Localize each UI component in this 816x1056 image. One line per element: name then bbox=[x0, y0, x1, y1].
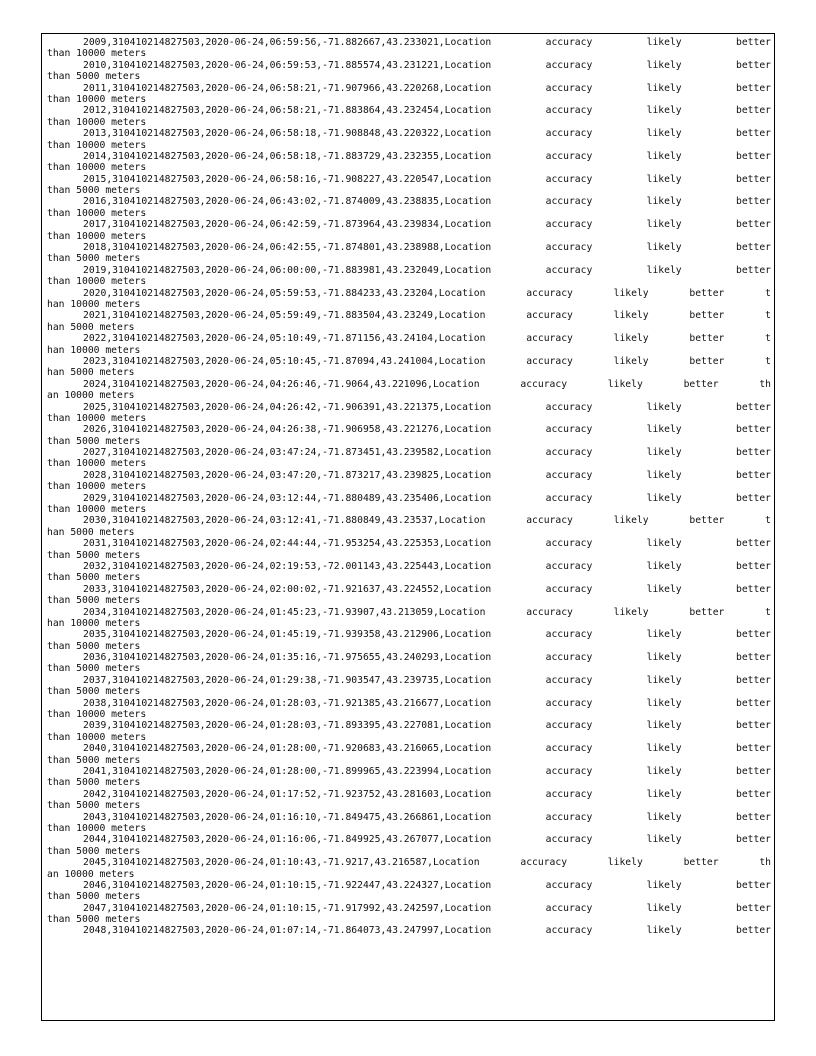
log-record bbox=[47, 174, 771, 197]
record-wrap-line: han 5000 meters bbox=[47, 321, 135, 333]
log-record bbox=[47, 584, 771, 607]
record-line: 2033,310410214827503,2020-06-24,02:00:02,-71.921637,43.224552,Location accuracy likely better bbox=[83, 583, 771, 595]
record-line: 2024,310410214827503,2020-06-24,04:26:46,-71.9064,43.221096,Location accuracy likely better th bbox=[83, 378, 771, 390]
record-line: 2029,310410214827503,2020-06-24,03:12:44,-71.880489,43.235406,Location accuracy likely better bbox=[83, 492, 771, 504]
record-wrap-line: than 10000 meters bbox=[47, 207, 147, 219]
record-wrap-line: than 5000 meters bbox=[47, 640, 141, 652]
log-record bbox=[47, 37, 771, 60]
record-wrap-line: than 10000 meters bbox=[47, 481, 147, 493]
log-record bbox=[47, 880, 771, 903]
record-line: 2034,310410214827503,2020-06-24,01:45:23,-71.93907,43.213059,Location accuracy likely better t bbox=[83, 606, 771, 618]
record-wrap-line: than 5000 meters bbox=[47, 800, 141, 812]
log-record bbox=[47, 629, 771, 652]
record-wrap-line: han 5000 meters bbox=[47, 526, 135, 538]
log-record bbox=[47, 196, 771, 219]
record-wrap-line: than 10000 meters bbox=[47, 116, 147, 128]
record-line: 2031,310410214827503,2020-06-24,02:44:44,-71.953254,43.225353,Location accuracy likely better bbox=[83, 538, 771, 550]
log-record bbox=[47, 857, 771, 880]
record-wrap-line: than 10000 meters bbox=[47, 709, 147, 721]
record-wrap-line: han 10000 meters bbox=[47, 617, 141, 629]
record-line: 2025,310410214827503,2020-06-24,04:26:42,-71.906391,43.221375,Location accuracy likely better bbox=[83, 401, 771, 413]
record-wrap-line: than 10000 meters bbox=[47, 162, 147, 174]
record-wrap-line: han 5000 meters bbox=[47, 367, 135, 379]
log-record bbox=[47, 128, 771, 151]
record-wrap-line: than 5000 meters bbox=[47, 253, 141, 265]
record-line: 2021,310410214827503,2020-06-24,05:59:49,-71.883504,43.23249,Location accuracy likely better t bbox=[83, 310, 771, 322]
log-record bbox=[47, 515, 771, 538]
record-wrap-line: than 10000 meters bbox=[47, 93, 147, 105]
record-wrap-line: than 5000 meters bbox=[47, 595, 141, 607]
document-frame bbox=[41, 33, 775, 1021]
log-record bbox=[47, 356, 771, 379]
record-wrap-line: than 5000 meters bbox=[47, 777, 141, 789]
record-line: 2017,310410214827503,2020-06-24,06:42:59,-71.873964,43.239834,Location accuracy likely better bbox=[83, 219, 771, 231]
log-record bbox=[47, 834, 771, 857]
record-wrap-line: an 10000 meters bbox=[47, 390, 135, 402]
log-record bbox=[47, 789, 771, 812]
log-record bbox=[47, 151, 771, 174]
log-record bbox=[47, 925, 771, 936]
record-line: 2013,310410214827503,2020-06-24,06:58:18,-71.908848,43.220322,Location accuracy likely better bbox=[83, 128, 771, 140]
record-wrap-line: than 10000 meters bbox=[47, 458, 147, 470]
log-record bbox=[47, 538, 771, 561]
log-record bbox=[47, 310, 771, 333]
log-record bbox=[47, 812, 771, 835]
record-line: 2028,310410214827503,2020-06-24,03:47:20,-71.873217,43.239825,Location accuracy likely better bbox=[83, 469, 771, 481]
record-line: 2046,310410214827503,2020-06-24,01:10:15,-71.922447,43.224327,Location accuracy likely better bbox=[83, 879, 771, 891]
log-record bbox=[47, 698, 771, 721]
log-record bbox=[47, 561, 771, 584]
record-line: 2020,310410214827503,2020-06-24,05:59:53,-71.884233,43.23204,Location accuracy likely better t bbox=[83, 287, 771, 299]
log-record bbox=[47, 447, 771, 470]
log-record bbox=[47, 743, 771, 766]
log-record bbox=[47, 493, 771, 516]
record-wrap-line: than 10000 meters bbox=[47, 412, 147, 424]
record-wrap-line: than 5000 meters bbox=[47, 572, 141, 584]
record-wrap-line: than 5000 meters bbox=[47, 891, 141, 903]
record-line: 2012,310410214827503,2020-06-24,06:58:21,-71.883864,43.232454,Location accuracy likely better bbox=[83, 105, 771, 117]
record-line: 2010,310410214827503,2020-06-24,06:59:53,-71.885574,43.231221,Location accuracy likely better bbox=[83, 59, 771, 71]
record-line: 2038,310410214827503,2020-06-24,01:28:03,-71.921385,43.216677,Location accuracy likely better bbox=[83, 697, 771, 709]
record-line: 2035,310410214827503,2020-06-24,01:45:19,-71.939358,43.212906,Location accuracy likely better bbox=[83, 629, 771, 641]
log-record bbox=[47, 60, 771, 83]
record-line: 2027,310410214827503,2020-06-24,03:47:24,-71.873451,43.239582,Location accuracy likely better bbox=[83, 447, 771, 459]
log-record bbox=[47, 242, 771, 265]
record-line: 2018,310410214827503,2020-06-24,06:42:55,-71.874801,43.238988,Location accuracy likely better bbox=[83, 242, 771, 254]
record-line: 2036,310410214827503,2020-06-24,01:35:16,-71.975655,43.240293,Location accuracy likely better bbox=[83, 652, 771, 664]
record-line: 2022,310410214827503,2020-06-24,05:10:49,-71.871156,43.24104,Location accuracy likely better t bbox=[83, 333, 771, 345]
record-wrap-line: than 5000 meters bbox=[47, 663, 141, 675]
record-line: 2023,310410214827503,2020-06-24,05:10:45,-71.87094,43.241004,Location accuracy likely better t bbox=[83, 355, 771, 367]
record-line: 2011,310410214827503,2020-06-24,06:58:21,-71.907966,43.220268,Location accuracy likely better bbox=[83, 82, 771, 94]
record-wrap-line: than 10000 meters bbox=[47, 230, 147, 242]
record-line: 2042,310410214827503,2020-06-24,01:17:52,-71.923752,43.281603,Location accuracy likely better bbox=[83, 788, 771, 800]
record-line: 2039,310410214827503,2020-06-24,01:28:03,-71.893395,43.227081,Location accuracy likely better bbox=[83, 720, 771, 732]
record-wrap-line: than 5000 meters bbox=[47, 754, 141, 766]
record-wrap-line: than 5000 meters bbox=[47, 845, 141, 857]
log-record bbox=[47, 903, 771, 926]
record-line: 2041,310410214827503,2020-06-24,01:28:00,-71.899965,43.223994,Location accuracy likely better bbox=[83, 766, 771, 777]
record-line: 2044,310410214827503,2020-06-24,01:16:06,-71.849925,43.267077,Location accuracy likely better bbox=[83, 834, 771, 846]
record-line: 2045,310410214827503,2020-06-24,01:10:43,-71.9217,43.216587,Location accuracy likely better th bbox=[83, 857, 771, 869]
record-wrap-line: than 10000 meters bbox=[47, 139, 147, 151]
record-wrap-line: than 10000 meters bbox=[47, 731, 147, 743]
record-wrap-line: than 5000 meters bbox=[47, 549, 141, 561]
log-record bbox=[47, 265, 771, 288]
log-record bbox=[47, 607, 771, 630]
record-wrap-line: than 5000 meters bbox=[47, 914, 141, 926]
log-record bbox=[47, 105, 771, 128]
record-wrap-line: than 5000 meters bbox=[47, 435, 141, 447]
location-log bbox=[47, 37, 771, 937]
log-record bbox=[47, 333, 771, 356]
record-line: 2026,310410214827503,2020-06-24,04:26:38,-71.906958,43.221276,Location accuracy likely better bbox=[83, 424, 771, 436]
record-line: 2032,310410214827503,2020-06-24,02:19:53,-72.001143,43.225443,Location accuracy likely better bbox=[83, 560, 771, 572]
record-line: 2037,310410214827503,2020-06-24,01:29:38,-71.903547,43.239735,Location accuracy likely better bbox=[83, 674, 771, 686]
log-record bbox=[47, 766, 771, 789]
record-wrap-line: than 5000 meters bbox=[47, 686, 141, 698]
record-line: 2019,310410214827503,2020-06-24,06:00:00,-71.883981,43.232049,Location accuracy likely better bbox=[83, 264, 771, 276]
record-wrap-line: han 10000 meters bbox=[47, 344, 141, 356]
log-record bbox=[47, 402, 771, 425]
log-record bbox=[47, 720, 771, 743]
record-line: 2015,310410214827503,2020-06-24,06:58:16,-71.908227,43.220547,Location accuracy likely better bbox=[83, 173, 771, 185]
record-wrap-line: than 10000 meters bbox=[47, 504, 147, 516]
log-record bbox=[47, 379, 771, 402]
record-wrap-line: than 10000 meters bbox=[47, 822, 147, 834]
log-record bbox=[47, 652, 771, 675]
record-line: 2030,310410214827503,2020-06-24,03:12:41,-71.880849,43.23537,Location accuracy likely better t bbox=[83, 515, 771, 527]
record-wrap-line: han 10000 meters bbox=[47, 298, 141, 310]
record-wrap-line: than 10000 meters bbox=[47, 48, 147, 60]
log-record bbox=[47, 219, 771, 242]
record-line: 2043,310410214827503,2020-06-24,01:16:10,-71.849475,43.266861,Location accuracy likely better bbox=[83, 811, 771, 823]
record-line: 2009,310410214827503,2020-06-24,06:59:56,-71.882667,43.233021,Location accuracy likely better bbox=[83, 37, 771, 48]
record-line: 2048,310410214827503,2020-06-24,01:07:14,-71.864073,43.247997,Location accuracy likely better bbox=[83, 925, 771, 937]
log-record bbox=[47, 675, 771, 698]
record-wrap-line: than 10000 meters bbox=[47, 276, 147, 288]
log-record bbox=[47, 424, 771, 447]
record-wrap-line: than 5000 meters bbox=[47, 71, 141, 83]
record-wrap-line: an 10000 meters bbox=[47, 868, 135, 880]
record-line: 2016,310410214827503,2020-06-24,06:43:02,-71.874009,43.238835,Location accuracy likely better bbox=[83, 196, 771, 208]
log-record bbox=[47, 470, 771, 493]
log-record bbox=[47, 83, 771, 106]
log-record bbox=[47, 288, 771, 311]
record-line: 2040,310410214827503,2020-06-24,01:28:00,-71.920683,43.216065,Location accuracy likely better bbox=[83, 743, 771, 755]
record-wrap-line: than 5000 meters bbox=[47, 185, 141, 197]
record-line: 2014,310410214827503,2020-06-24,06:58:18,-71.883729,43.232355,Location accuracy likely better bbox=[83, 150, 771, 162]
record-line: 2047,310410214827503,2020-06-24,01:10:15,-71.917992,43.242597,Location accuracy likely better bbox=[83, 902, 771, 914]
